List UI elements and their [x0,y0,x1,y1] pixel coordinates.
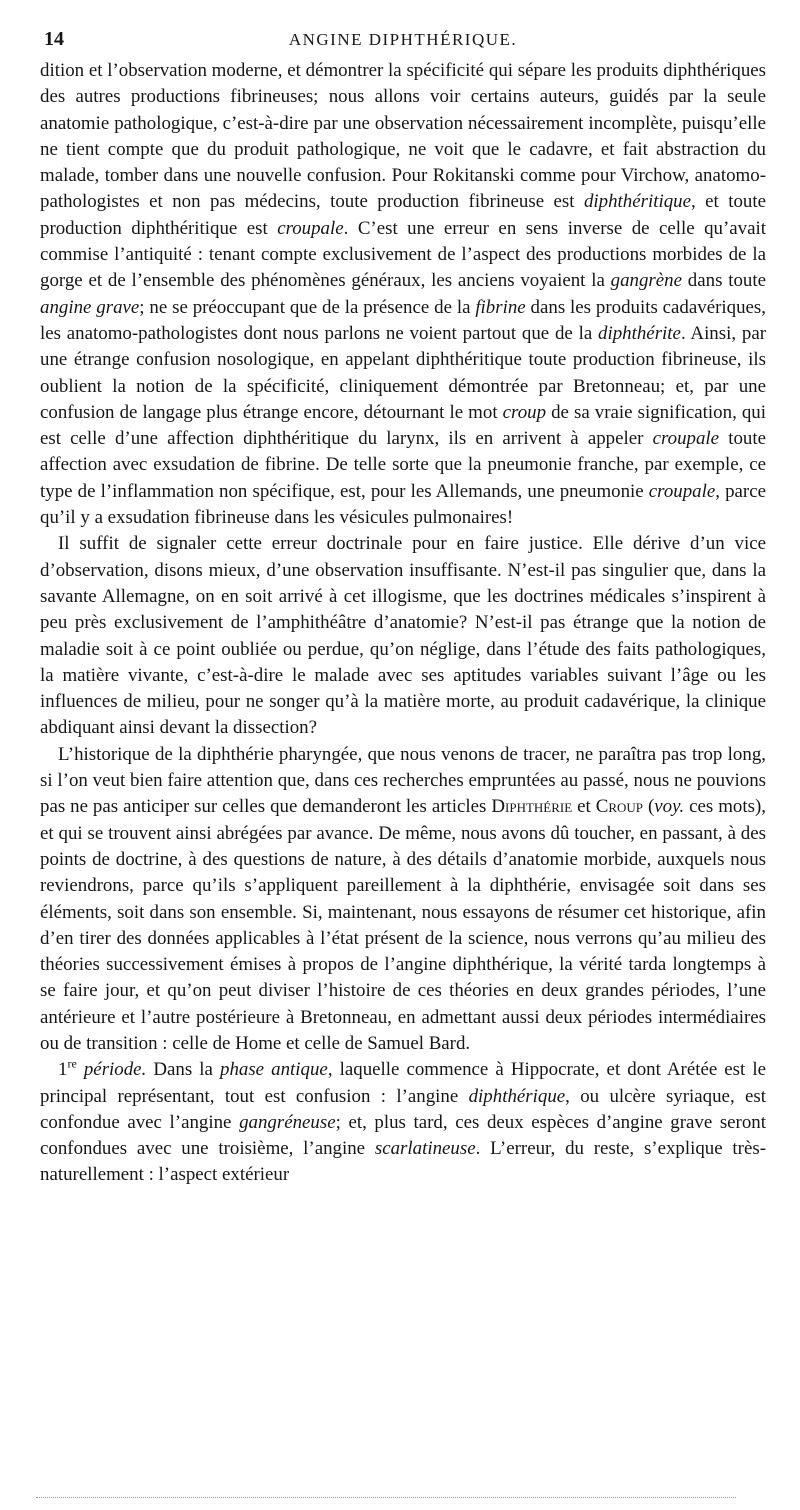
paragraph-first-period: 1re période. Dans la phase antique, laquelle commence à Hippocrate, et dont Arétée est le principal représentant, tout est confusion : l’angine diphthérique, ou ulcère syriaque, est confondue avec l’angine gangréneuse; et, plus tard, ces deux espèces d’angine grave seront confondues avec une troisième, l’angine scarlatineuse. L’erreur, du reste, s’explique très-naturellement : l’aspect extérieur [40,1056,766,1186]
italic-term: croupale [648,480,716,502]
italic-term: croupale [652,428,720,450]
italic-term: fibrine [475,296,526,318]
italic-term: diphthéritique [583,191,691,213]
italic-term: gangrène [610,270,682,292]
running-header [40,28,766,52]
body-text [40,58,766,1189]
italic-term: croupale [277,217,344,239]
page-number: 14 [44,28,64,50]
italic-term: gangréneuse [239,1111,336,1133]
cross-reference: Diphthérie [491,796,573,818]
paragraph-continuation: dition et l’observation moderne, et démontrer la spécificité qui sépare les produits diphthériques des autres productions fibrineuses; nous allons voir certains auteurs, guidés par la seule anatomie pathologique, c’est-à-dire par une observation nécessairement incomplète, puisqu’elle ne tient compte que du produit pathologique, ne voit que le cadavre, et fait abstraction du malade, tomber dans une nouvelle confusion. Pour Rokitanski comme pour Virchow, anatomo-pathologistes et non pas médecins, toute production fibrineuse est diphthéritique, et toute production diphthéritique est croupale. C’est une erreur en sens inverse de celle qu’avait commise l’antiquité : tenant compte exclusivement de l’aspect des productions morbides de la gorge et de l’ensemble des phénomènes généraux, les anciens voyaient la gangrène dans toute angine grave; ne se préoccupant que de la présence de la fibrine dans les produits cadavériques, les anatomo-pathologistes dont nous parlons ne voient partout que de la diphthérite. Ainsi, par une étrange confusion nosologique, en appelant diphthéritique toute production fibrineuse, ils oublient la notion de la spécificité, cliniquement démontrée par Bretonneau; et, par une confusion de langage plus étrange encore, détournant le mot croup de sa vraie signification, qui est celle d’une affection diphthéritique du larynx, ils en arrivent à appeler croupale toute affection avec exsudation de fibrine. De telle sorte que la pneumonie franche, par exemple, ce type de l’inflammation non spécifique, est, pour les Allemands, une pneumonie croupale, parce qu’il y a exsudation fibrineuse dans les vésicules pulmonaires! [40,60,767,529]
italic-term: croup [502,401,547,423]
italic-term: angine grave [40,296,140,318]
ordinal-suffix: re [67,1056,77,1071]
italic-term: scarlatineuse [374,1138,476,1160]
cross-reference: Croup [595,796,644,818]
book-page [40,28,766,1189]
paragraph-historique: L’historique de la diphthérie pharyngée, que nous venons de tracer, ne paraîtra pas trop long, si l’on veut bien faire attention que, dans ces recherches empruntées au passé, nous ne pouvions pas ne pas anticiper sur celles que demanderont les articles Diphthérie et Croup (voy. ces mots), et qui se trouvent ainsi abrégées par avance. De même, nous avons dû toucher, en passant, à des points de doctrine, à des questions de nature, à des détails d’anatomie morbide, auxquels nous reviendrons, parce qu’ils s’appliquent pareillement à la diphthérie, envisagée soit dans ses éléments, soit dans son ensemble. Si, maintenant, nous essayons de résumer cet historique, afin d’en tirer des données applicables à l’état présent de la science, nous verrons qu’au milieu des théories successivement émises à propos de l’angine diphthérique, la vérité tarda longtemps à se faire jour, et qu’on peut diviser l’histoire de ces théories en deux grandes périodes, l’une antérieure et l’autre postérieure à Bretonneau, en admettant aussi deux périodes intermédiaires ou de transition : celle de Home et celle de Samuel Bard. [40,743,766,1054]
italic-term: diphthérique [468,1085,566,1107]
section-heading: période. [76,1059,147,1081]
italic-term: diphthérite [598,322,681,344]
section-heading: 1 [58,1059,68,1081]
italic-term: voy. [654,796,685,818]
paragraph-doctrinal-error: Il suffit de signaler cette erreur doctrinale pour en faire justice. Elle dérive d’un vice d’observation, disons mieux, d’une observation insuffisante. N’est-il pas singulier que, dans la savante Allemagne, on en soit arrivé à cet illogisme, que les doctrines médicales s’inspirent à peu près exclusivement de l’amphithéâtre d’anatomie? N’est-il pas étrange que la notion de maladie soit à ce point oubliée ou perdue, qu’on néglige, dans l’étude des faits pathologiques, la matière vivante, c’est-à-dire le malade avec ses aptitudes variables suivant l’âge ou les influences de milieu, pour ne songer qu’à la matière morte, au produit cadavérique, la clinique abdiquant ainsi devant la dissection? [40,533,766,739]
running-title: ANGINE DIPHTHÉRIQUE. [288,30,518,49]
italic-term: phase antique [220,1059,328,1081]
page-bottom-rule [36,1497,736,1498]
